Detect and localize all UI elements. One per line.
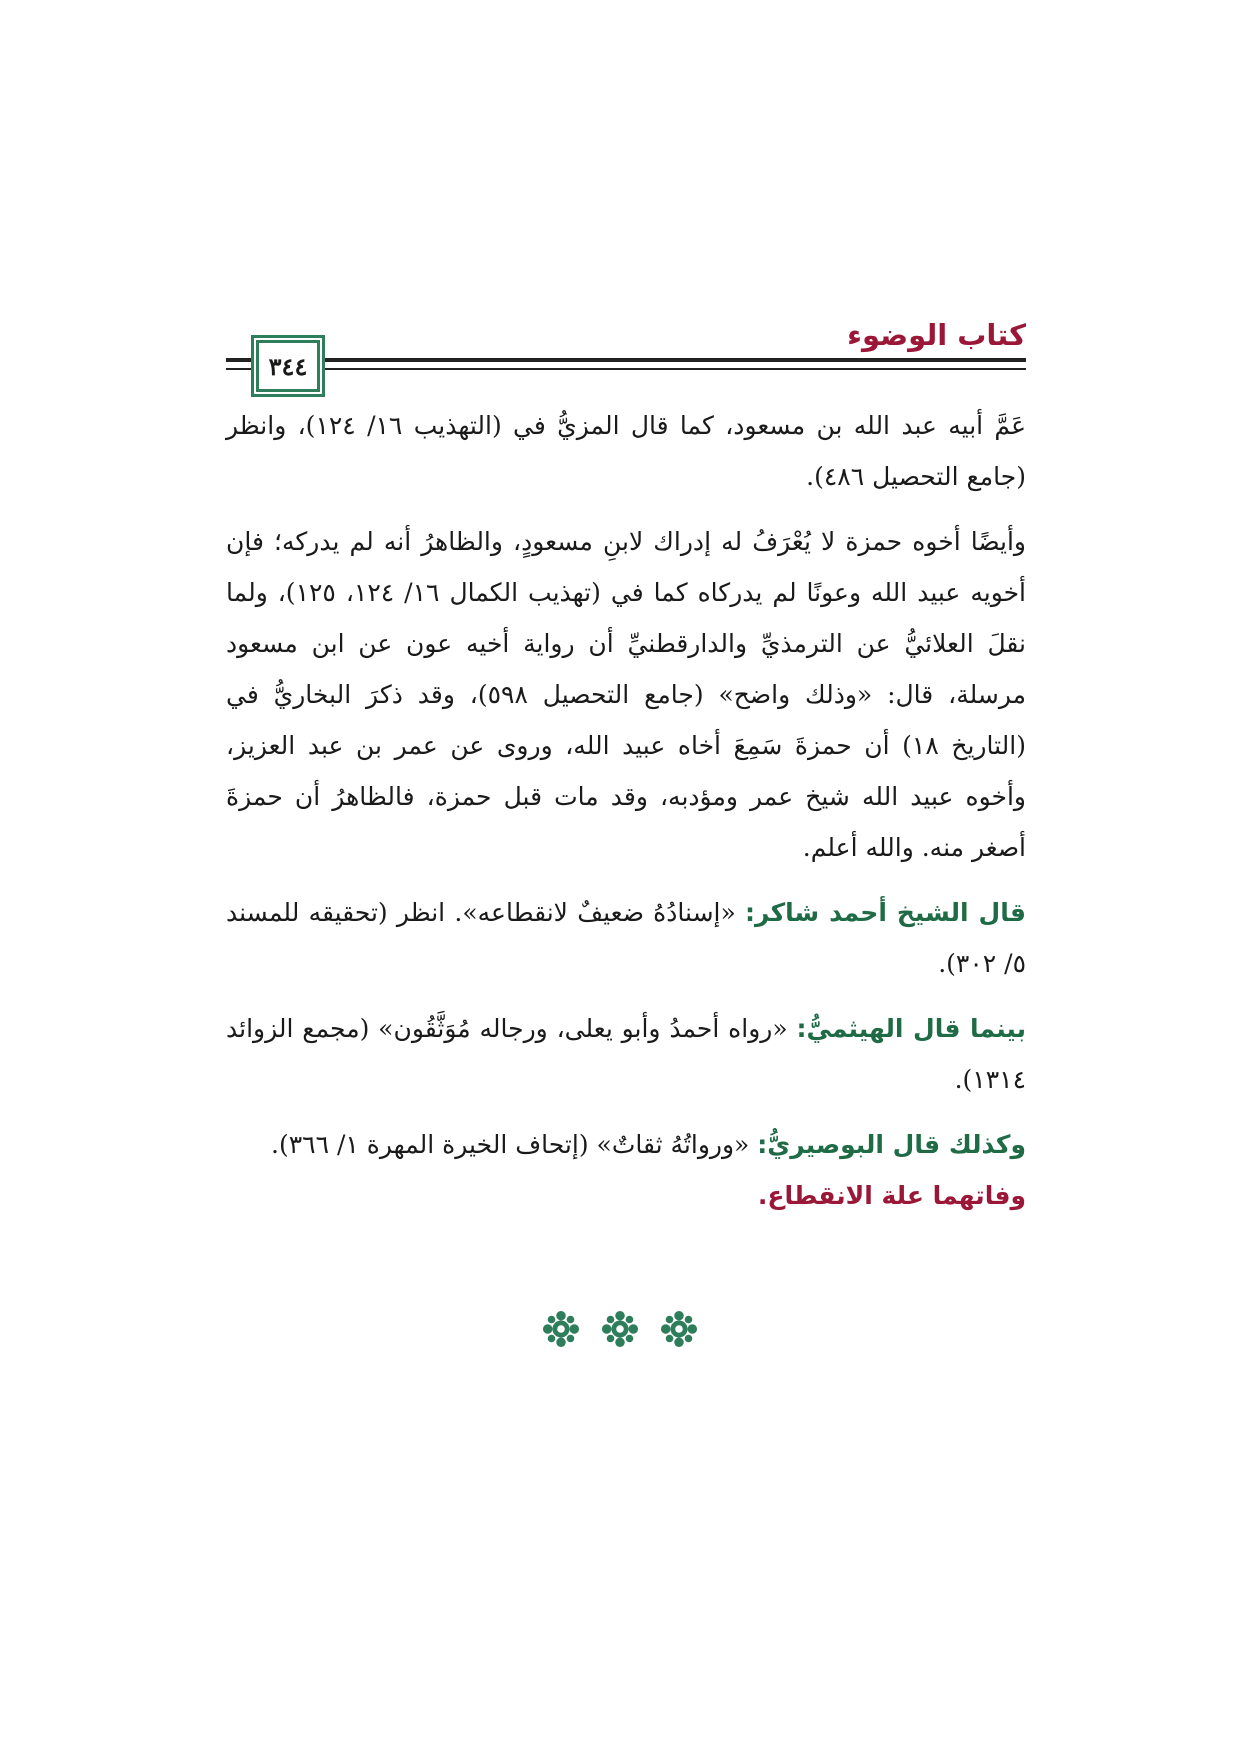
page-number: ٣٤٤ (268, 351, 308, 381)
paragraph-text: «رواه أحمدُ وأبو يعلى، ورجاله مُوَثَّقُون» (مجمع الزوائد ١٣١٤). (226, 1014, 1026, 1094)
paragraph-text: «إسنادُهُ ضعيفٌ لانقطاعه». انظر (تحقيقه للمسند ٥/ ٣٠٢). (226, 898, 1026, 978)
paragraph-2 (226, 516, 1026, 873)
quote-label: قال الشيخ أحمد شاكر: (745, 898, 1027, 927)
main-text (226, 400, 1026, 1235)
paragraph-text: وأيضًا أخوه حمزة لا يُعْرَفُ له إدراك لابنِ مسعودٍ، والظاهرُ أنه لم يدركه؛ فإن أخويه عبيد الله وعونًا لم يدركاه كما في (تهذيب الكمال ١٦/ ١٢٤، ١٢٥)، ولما نقلَ العلائيُّ عن الترمذيِّ والدارقطنيِّ أن رواية أخيه عون عن ابن مسعود مرسلة، قال: «وذلك واضح» (جامع التحصيل ٥٩٨)، وقد ذكرَ البخاريُّ في (التاريخ ١٨) أن حمزةَ سَمِعَ أخاه عبيد الله، وروى عن عمر بن عبد العزيز، وأخوه عبيد الله شيخ عمر ومؤدبه، وقد مات قبل حمزة، فالظاهرُ أن حمزةَ أصغر منه. والله أعلم. (226, 527, 1027, 862)
page-header (226, 318, 1026, 390)
flower-ornament-icon (542, 1310, 580, 1348)
quote-label: وكذلك قال البوصيريُّ: (757, 1130, 1026, 1159)
closing-text: وفاتهما علة الانقطاع. (757, 1181, 1026, 1210)
page-number-frame (256, 340, 320, 392)
flower-ornament-icon (660, 1310, 698, 1348)
paragraph-1 (226, 400, 1026, 502)
quote-label: بينما قال الهيثميُّ: (796, 1014, 1026, 1043)
paragraph-text: «ورواتُهُ ثقاتٌ» (إتحاف الخيرة المهرة ١/ ٣٦٦). (271, 1130, 758, 1159)
closing-line (226, 1170, 1026, 1221)
paragraph-3 (226, 887, 1026, 989)
flower-ornament-icon (601, 1310, 639, 1348)
header-rule-thick (226, 358, 1026, 362)
header-rule-thin (226, 368, 1026, 370)
book-title: كتاب الوضوء (847, 318, 1026, 352)
section-end-ornaments (0, 1310, 1240, 1352)
paragraph-5 (226, 1119, 1026, 1170)
paragraph-4 (226, 1003, 1026, 1105)
paragraph-text: عَمَّ أبيه عبد الله بن مسعود، كما قال المزيُّ في (التهذيب ١٦/ ١٢٤)، وانظر (جامع التحصيل ٤٨٦). (226, 411, 1026, 491)
